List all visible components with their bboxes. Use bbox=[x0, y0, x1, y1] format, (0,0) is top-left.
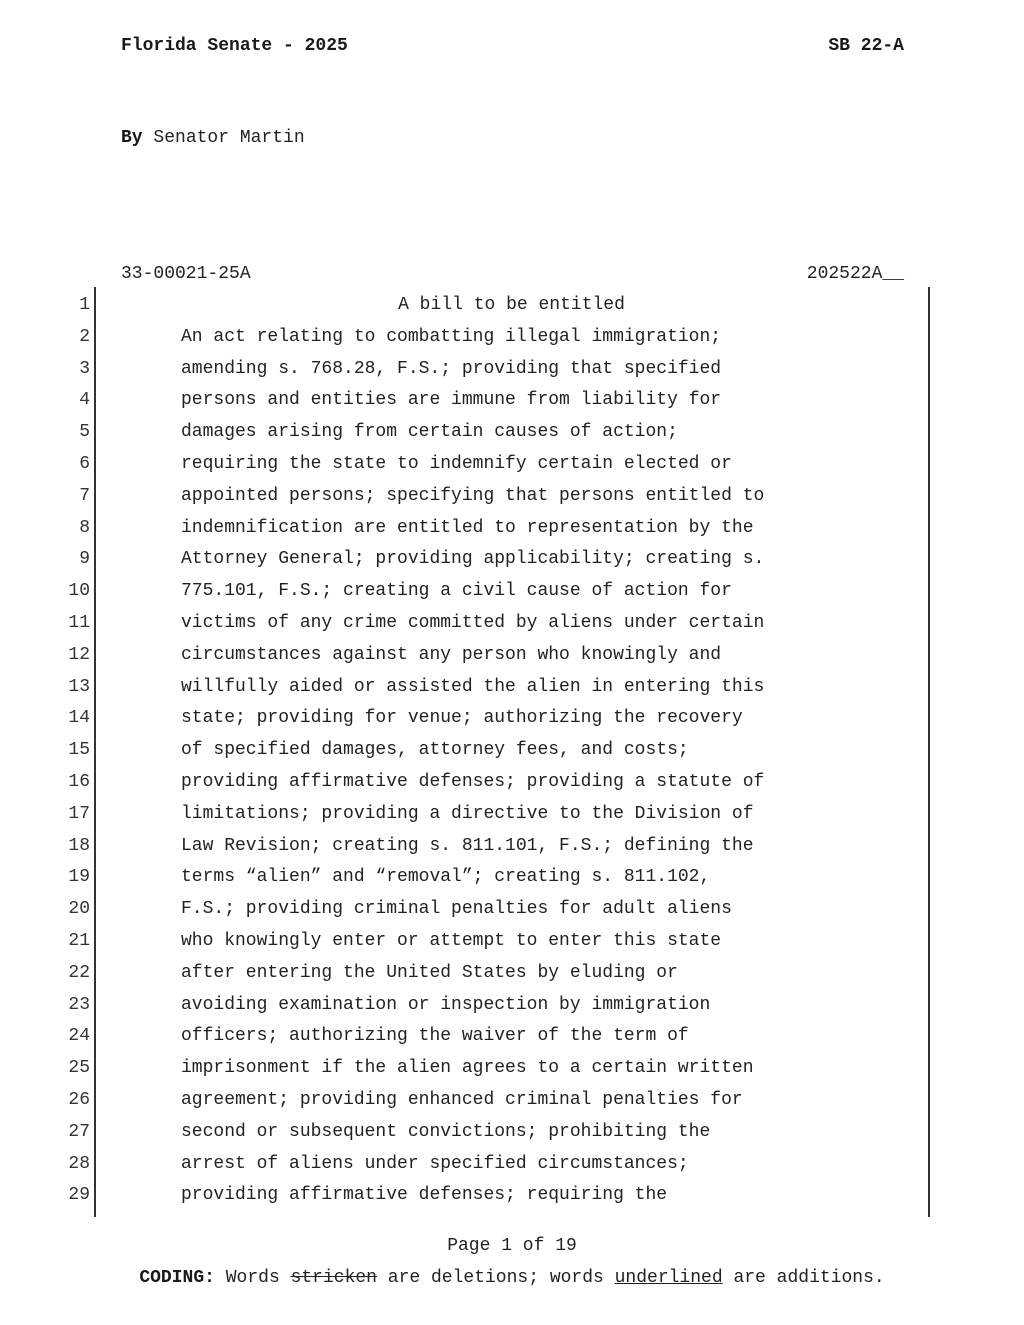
bill-line bbox=[0, 831, 1024, 863]
line-text: damages arising from certain causes of action; bbox=[181, 422, 678, 443]
sponsor-line bbox=[121, 126, 305, 150]
header-bill-number: SB 22-A bbox=[828, 36, 904, 56]
line-text: willfully aided or assisted the alien in entering this bbox=[181, 676, 765, 697]
bill-line bbox=[0, 1180, 1024, 1212]
line-text: avoiding examination or inspection by immigration bbox=[181, 994, 711, 1015]
bill-line bbox=[0, 640, 1024, 672]
line-text: A bill to be entitled bbox=[398, 295, 625, 315]
bill-line bbox=[0, 703, 1024, 735]
sponsor-name: Senator Martin bbox=[142, 128, 305, 148]
bill-line bbox=[0, 862, 1024, 894]
line-number: 27 bbox=[68, 1121, 90, 1142]
line-text: agreement; providing enhanced criminal penalties for bbox=[181, 1089, 743, 1110]
sponsor-prefix: By bbox=[121, 128, 143, 148]
line-number: 26 bbox=[68, 1089, 90, 1110]
line-text: who knowingly enter or attempt to enter this state bbox=[181, 930, 722, 951]
line-text: requiring the state to indemnify certain elected or bbox=[181, 453, 732, 474]
line-text: terms “alien” and “removal”; creating s. 811.102, bbox=[181, 867, 711, 888]
line-text: indemnification are entitled to representation by the bbox=[181, 517, 754, 538]
coding-text-2: are deletions; words bbox=[376, 1268, 615, 1288]
bill-line bbox=[0, 1085, 1024, 1117]
bill-line bbox=[0, 481, 1024, 513]
coding-underlined-example: underlined bbox=[614, 1268, 723, 1288]
line-number: 6 bbox=[79, 453, 90, 474]
coding-legend bbox=[0, 1266, 1024, 1290]
line-text: after entering the United States by eluding or bbox=[181, 962, 678, 983]
line-text: limitations; providing a directive to the Division of bbox=[181, 803, 754, 824]
line-number: 17 bbox=[68, 803, 90, 824]
line-number: 11 bbox=[68, 612, 90, 633]
line-text: amending s. 768.28, F.S.; providing that specified bbox=[181, 358, 722, 379]
line-text: imprisonment if the alien agrees to a certain written bbox=[181, 1058, 754, 1079]
bill-line bbox=[0, 894, 1024, 926]
line-text: Attorney General; providing applicability; creating s. bbox=[181, 549, 765, 570]
line-number: 28 bbox=[68, 1153, 90, 1174]
line-text: providing affirmative defenses; requiring the bbox=[181, 1185, 668, 1206]
line-number: 7 bbox=[79, 485, 90, 506]
bill-line bbox=[0, 1053, 1024, 1085]
line-text: arrest of aliens under specified circumstances; bbox=[181, 1153, 689, 1174]
bill-line bbox=[0, 1021, 1024, 1053]
line-number: 2 bbox=[79, 326, 90, 347]
bill-line bbox=[0, 672, 1024, 704]
line-text: providing affirmative defenses; providing a statute of bbox=[181, 771, 765, 792]
line-number: 3 bbox=[79, 358, 90, 379]
bill-line bbox=[0, 449, 1024, 481]
line-text: An act relating to combatting illegal immigration; bbox=[181, 326, 722, 347]
line-number: 4 bbox=[79, 390, 90, 411]
line-number: 18 bbox=[68, 835, 90, 856]
bill-line bbox=[0, 417, 1024, 449]
line-text: officers; authorizing the waiver of the term of bbox=[181, 1026, 689, 1047]
bill-line bbox=[0, 385, 1024, 417]
line-number: 13 bbox=[68, 676, 90, 697]
coding-text-1: Words bbox=[214, 1268, 291, 1288]
bill-line bbox=[0, 1117, 1024, 1149]
line-number: 8 bbox=[79, 517, 90, 538]
document-code: 33-00021-25A bbox=[121, 264, 251, 284]
bill-line bbox=[0, 576, 1024, 608]
page-number: Page 1 of 19 bbox=[447, 1236, 577, 1256]
bill-line bbox=[0, 990, 1024, 1022]
bill-line bbox=[0, 322, 1024, 354]
document-reference: 202522A__ bbox=[806, 264, 904, 284]
line-text: of specified damages, attorney fees, and costs; bbox=[181, 740, 689, 761]
line-number: 23 bbox=[68, 994, 90, 1015]
bill-line bbox=[0, 608, 1024, 640]
line-text: persons and entities are immune from liability for bbox=[181, 390, 722, 411]
line-number: 21 bbox=[68, 930, 90, 951]
line-text: appointed persons; specifying that persons entitled to bbox=[181, 485, 765, 506]
line-number: 22 bbox=[68, 962, 90, 983]
line-number: 1 bbox=[79, 295, 90, 315]
line-text: victims of any crime committed by aliens under certain bbox=[181, 612, 765, 633]
bill-line bbox=[0, 735, 1024, 767]
bill-line bbox=[0, 767, 1024, 799]
line-number: 20 bbox=[68, 899, 90, 920]
line-text: F.S.; providing criminal penalties for adult aliens bbox=[181, 899, 732, 920]
coding-text-3: are additions. bbox=[722, 1268, 885, 1288]
header-chamber-year: Florida Senate - 2025 bbox=[121, 36, 348, 56]
line-number: 10 bbox=[68, 581, 90, 602]
line-number: 29 bbox=[68, 1185, 90, 1206]
bill-line bbox=[0, 513, 1024, 545]
bill-line bbox=[0, 354, 1024, 386]
line-number: 24 bbox=[68, 1026, 90, 1047]
coding-label: CODING: bbox=[139, 1268, 215, 1288]
line-text: second or subsequent convictions; prohibiting the bbox=[181, 1121, 711, 1142]
bill-line bbox=[0, 1149, 1024, 1181]
line-number: 14 bbox=[68, 708, 90, 729]
coding-stricken-example: stricken bbox=[290, 1268, 377, 1288]
line-number: 15 bbox=[68, 740, 90, 761]
line-number: 12 bbox=[68, 644, 90, 665]
line-text: state; providing for venue; authorizing the recovery bbox=[181, 708, 743, 729]
bill-text-lines bbox=[0, 290, 1024, 1212]
line-number: 5 bbox=[79, 422, 90, 443]
line-number: 19 bbox=[68, 867, 90, 888]
line-text: circumstances against any person who knowingly and bbox=[181, 644, 722, 665]
line-number: 25 bbox=[68, 1058, 90, 1079]
line-text: Law Revision; creating s. 811.101, F.S.; defining the bbox=[181, 835, 754, 856]
bill-line bbox=[0, 544, 1024, 576]
line-number: 16 bbox=[68, 771, 90, 792]
bill-line bbox=[0, 926, 1024, 958]
bill-title-line bbox=[0, 290, 1024, 322]
bill-line bbox=[0, 799, 1024, 831]
line-number: 9 bbox=[79, 549, 90, 570]
line-text: 775.101, F.S.; creating a civil cause of action for bbox=[181, 581, 732, 602]
bill-line bbox=[0, 958, 1024, 990]
